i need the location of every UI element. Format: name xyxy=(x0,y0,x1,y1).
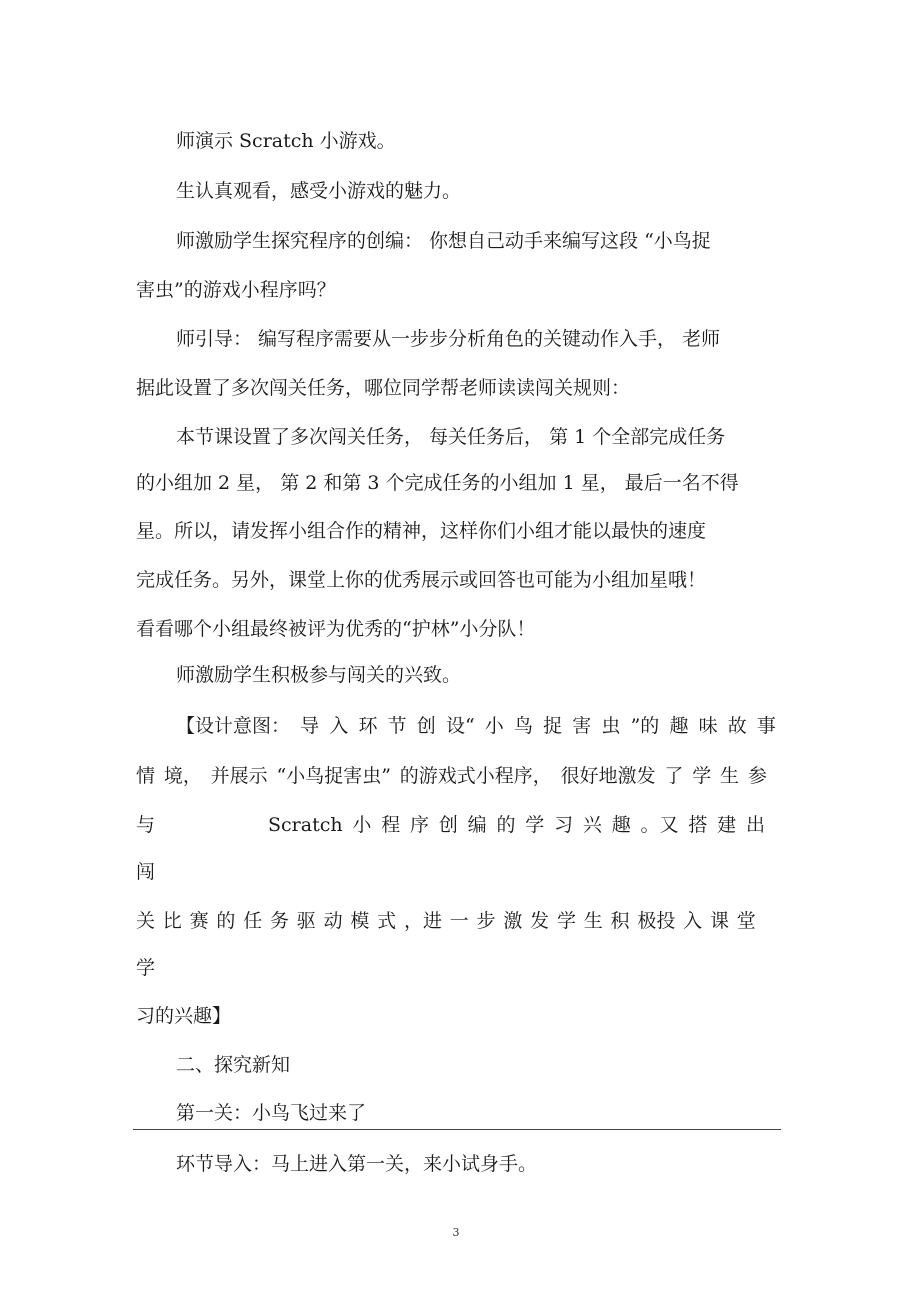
paragraph-encourage-line-2: 害虫”的游戏小程序吗？ xyxy=(136,279,336,301)
design-intent-line-7: 习的兴趣】 xyxy=(136,1005,232,1027)
rules-line-4: 完成任务。另外，课堂上你的优秀展示或回答也可能为小组加星哦！ xyxy=(136,569,707,591)
section-intro: 环节导入：马上进入第一关，来小试身手。 xyxy=(176,1153,538,1175)
design-intent-line-5: 关 比 赛 的 任 务 驱 动 模 式 ，进 一 步 激 发 学 生 积 极投 入 课 堂 xyxy=(136,910,756,932)
paragraph-students-watch: 生认真观看，感受小游戏的魅力。 xyxy=(176,180,462,202)
design-intent-line-1: 【设计意图： 导 入 环 节 创 设“ 小 鸟 捉 害 虫 ”的 趣 味 故 事 xyxy=(176,715,776,737)
rules-line-1: 本节课设置了多次闯关任务， 每关任务后， 第 1 个全部完成任务 xyxy=(176,426,726,448)
design-intent-line-3: Scratch 小 程 序 创 编 的 学 习 兴 趣 。又 搭 建 出 xyxy=(268,814,765,836)
design-intent-line-3-start: 与 xyxy=(136,814,156,836)
design-intent-line-6: 学 xyxy=(136,957,156,979)
paragraph-motivate: 师激励学生积极参与闯关的兴致。 xyxy=(176,664,462,686)
page-number: 3 xyxy=(452,1226,460,1239)
section-heading: 二、探究新知 xyxy=(176,1054,291,1076)
horizontal-rule xyxy=(133,1129,781,1130)
paragraph-demo: 师演示 Scratch 小游戏。 xyxy=(176,130,396,152)
level-1-title: 第一关：小鸟飞过来了 xyxy=(176,1102,367,1124)
design-intent-line-2: 情 境， 并展示 “小鸟捉害虫” 的游戏式小程序， 很好地激发 了 学 生 参 xyxy=(136,765,767,787)
rules-line-5: 看看哪个小组最终被评为优秀的“护林”小分队！ xyxy=(136,618,536,640)
rules-line-3: 星。所以，请发挥小组合作的精神，这样你们小组才能以最快的速度 xyxy=(136,520,707,542)
design-intent-line-4: 闯 xyxy=(136,861,156,883)
paragraph-guide-line-2: 据此设置了多次闯关任务，哪位同学帮老师读读闯关规则： xyxy=(136,377,631,399)
paragraph-encourage-line-1: 师激励学生探究程序的创编： 你想自己动手来编写这段 “小鸟捉 xyxy=(176,230,711,252)
rules-line-2: 的小组加 2 星， 第 2 和第 3 个完成任务的小组加 1 星， 最后一名不得 xyxy=(136,472,739,494)
paragraph-guide-line-1: 师引导： 编写程序需要从一步步分析角色的关键动作入手， 老师 xyxy=(176,328,721,350)
